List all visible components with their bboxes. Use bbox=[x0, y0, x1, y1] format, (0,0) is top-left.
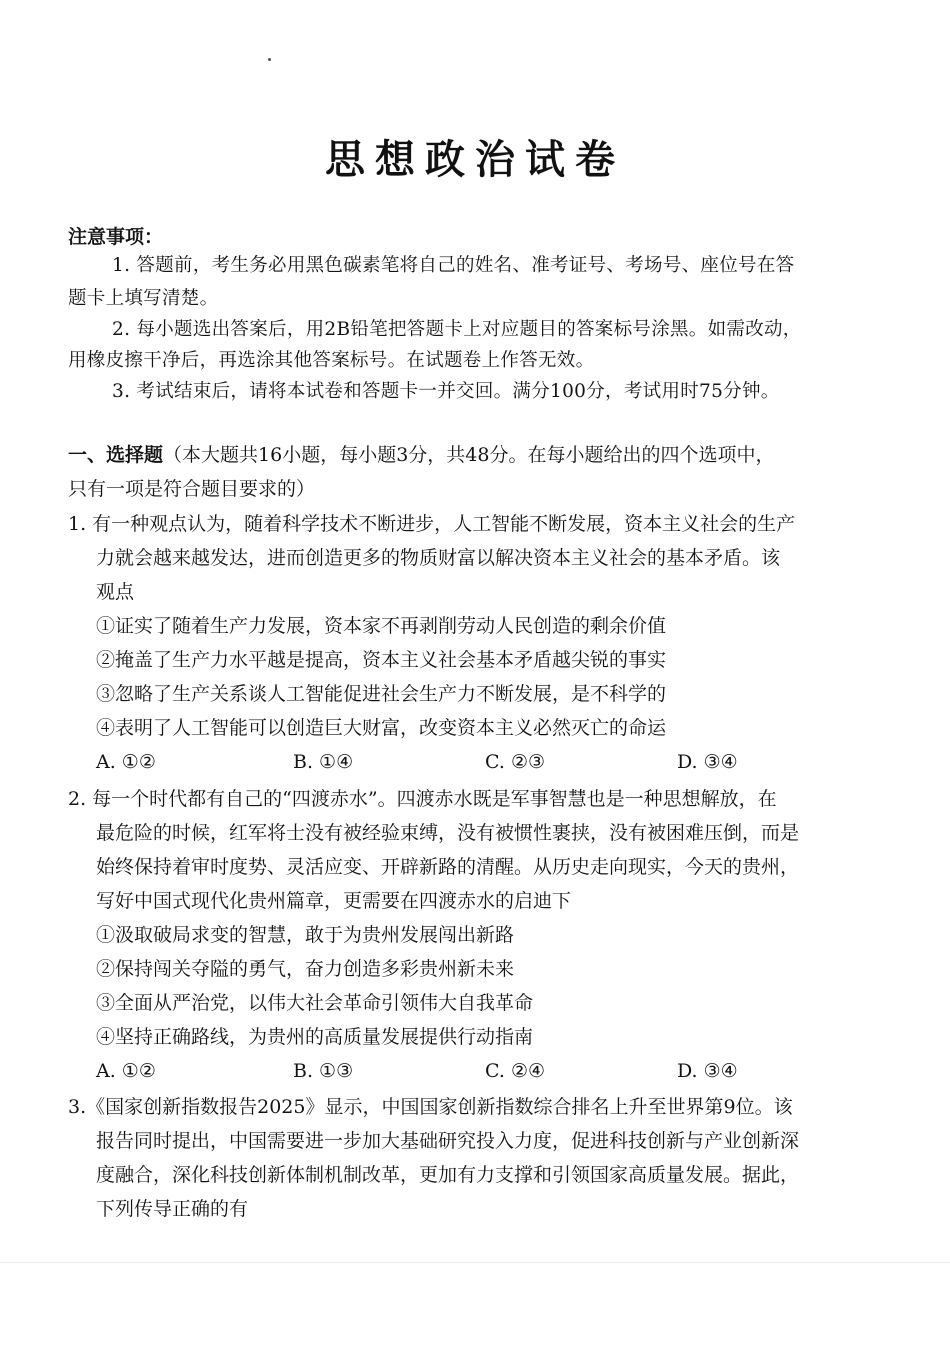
question-stem-line: 写好中国式现代化贵州篇章，更需要在四渡赤水的启迪下 bbox=[96, 890, 572, 912]
section-desc: （本大题共16小题，每小题3分，共48分。在每小题给出的四个选项中， bbox=[163, 444, 775, 466]
choice-b: B. ①④ bbox=[293, 751, 354, 773]
section-heading bbox=[68, 441, 774, 469]
question-stem-line: 1. 有一种观点认为，随着科学技术不断进步，人工智能不断发展，资本主义社会的生产 bbox=[68, 513, 796, 535]
question-stem-line: 力就会越来越发达，进而创造更多的物质财富以解决资本主义社会的基本矛盾。该 bbox=[96, 547, 781, 569]
choice-c: C. ②④ bbox=[485, 1060, 546, 1082]
question-item: ④坚持正确路线，为贵州的高质量发展提供行动指南 bbox=[96, 1026, 534, 1048]
question-item: ③忽略了生产关系谈人工智能促进社会生产力不断发展，是不科学的 bbox=[96, 683, 667, 705]
choice-a: A. ①② bbox=[96, 1060, 156, 1082]
question-stem-line: 度融合，深化科技创新体制机制改革，更加有力支撑和引领国家高质量发展。据此， bbox=[96, 1164, 800, 1186]
choice-c: C. ②③ bbox=[485, 751, 546, 773]
section-title: 一、选择题 bbox=[68, 444, 164, 466]
question-item: ②保持闯关夺隘的勇气，奋力创造多彩贵州新未来 bbox=[96, 958, 515, 980]
question-item: ③全面从严治党，以伟大社会革命引领伟大自我革命 bbox=[96, 992, 534, 1014]
page-bottom-edge bbox=[0, 1262, 950, 1263]
scan-speck bbox=[268, 58, 271, 61]
notice-line: 用橡皮擦干净后，再选涂其他答案标号。在试题卷上作答无效。 bbox=[68, 350, 595, 371]
question-stem-line: 最危险的时候，红军将士没有被经验束缚，没有被惯性裹挟，没有被困难压倒，而是 bbox=[96, 822, 800, 844]
notice-line: 2. 每小题选出答案后，用2B铅笔把答题卡上对应题目的答案标号涂黑。如需改动， bbox=[112, 319, 802, 340]
notice-line: 题卡上填写清楚。 bbox=[68, 288, 219, 309]
question-item: ①证实了随着生产力发展，资本家不再剥削劳动人民创造的剩余价值 bbox=[96, 615, 667, 637]
question-stem-line: 2. 每一个时代都有自己的“四渡赤水”。四渡赤水既是军事智慧也是一种思想解放，在 bbox=[68, 788, 777, 810]
notice-line: 3. 考试结束后，请将本试卷和答题卡一并交回。满分100分，考试用时75分钟。 bbox=[112, 381, 780, 402]
question-stem-line: 下列传导正确的有 bbox=[96, 1198, 249, 1220]
question-item: ②掩盖了生产力水平越是提高，资本主义社会基本矛盾越尖锐的事实 bbox=[96, 649, 667, 671]
section-desc-line: 只有一项是符合题目要求的） bbox=[68, 478, 316, 500]
question-stem-line: 观点 bbox=[96, 581, 135, 603]
question-stem-line: 3.《国家创新指数报告2025》显示，中国国家创新指数综合排名上升至世界第9位。该 bbox=[68, 1096, 793, 1118]
question-item: ④表明了人工智能可以创造巨大财富，改变资本主义必然灭亡的命运 bbox=[96, 717, 667, 739]
question-stem-line: 始终保持着审时度势、灵活应变、开辟新路的清醒。从历史走向现实，今天的贵州， bbox=[96, 856, 800, 878]
choice-d: D. ③④ bbox=[677, 1060, 738, 1082]
page-title: 思想政治试卷 bbox=[325, 137, 625, 183]
question-stem-line: 报告同时提出，中国需要进一步加大基础研究投入力度，促进科技创新与产业创新深 bbox=[96, 1130, 800, 1152]
notice-heading: 注意事项： bbox=[68, 226, 164, 248]
choice-a: A. ①② bbox=[96, 751, 156, 773]
notice-line: 1. 答题前，考生务必用黑色碳素笔将自己的姓名、准考证号、考场号、座位号在答 bbox=[112, 255, 795, 276]
choice-b: B. ①③ bbox=[293, 1060, 354, 1082]
choice-d: D. ③④ bbox=[677, 751, 738, 773]
question-item: ①汲取破局求变的智慧，敢于为贵州发展闯出新路 bbox=[96, 924, 515, 946]
